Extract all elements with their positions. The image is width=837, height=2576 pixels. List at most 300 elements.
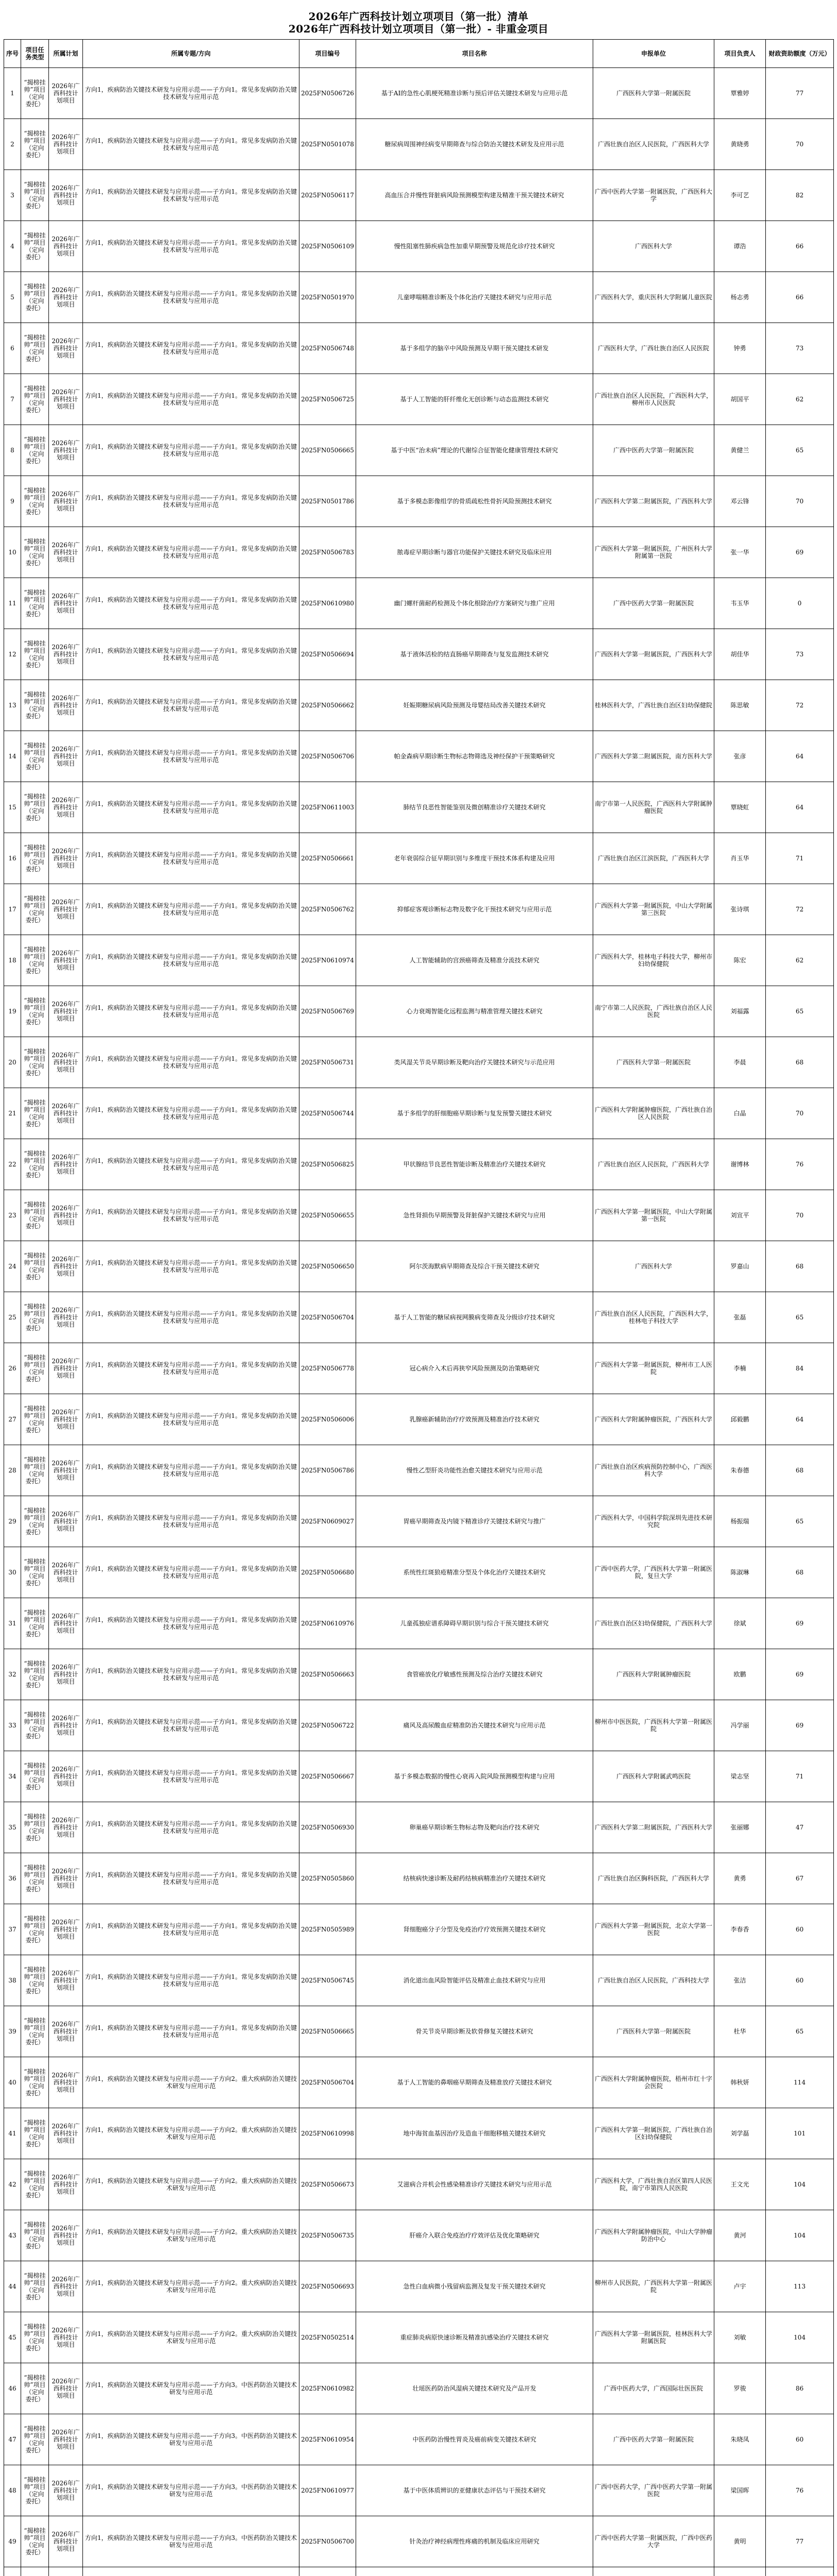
cell-code: 2025FN0506735 [299, 2210, 356, 2261]
cell-plan: 2026年广西科技计划项目 [49, 1343, 83, 1394]
cell-topic: 方向1，疾病防治关键技术研发与应用示范——子方向2。重大疾病防治关键技术研发与应用示范 [83, 2261, 299, 2312]
cell-topic: 方向1，疾病防治关键技术研发与应用示范——子方向3。中医药防治关键技术研发与应用示范 [83, 2516, 299, 2567]
table-row [4, 1751, 834, 1802]
cell-leader: 陈宏 [714, 935, 766, 986]
cell-type: “揭榜挂帅”项目（定向委托） [21, 2465, 49, 2516]
cell-unit: 广西医科大学，重庆医科大学附属儿童医院 [593, 272, 714, 323]
cell-project-name: 地中海贫血基因治疗及造血干细胞移植关键技术研究 [356, 2108, 593, 2159]
table-row [4, 578, 834, 629]
cell-code: 2025FN0506665 [299, 425, 356, 476]
cell-type: “揭榜挂帅”项目（定向委托） [21, 833, 49, 884]
cell-type: “揭榜挂帅”项目（定向委托） [21, 1853, 49, 1904]
cell-type: “揭榜挂帅”项目（定向委托） [21, 119, 49, 170]
cell-fund: 69 [766, 527, 834, 578]
cell-type: “揭榜挂帅”项目（定向委托） [21, 2516, 49, 2567]
cell-code: 2025FN0506769 [299, 986, 356, 1037]
cell-topic: 方向1，疾病防治关键技术研发与应用示范——子方向2。重大疾病防治关键技术研发与应用示范 [83, 2108, 299, 2159]
cell-leader: 谢博林 [714, 1139, 766, 1190]
table-row [4, 2210, 834, 2261]
cell-plan: 2026年广西科技计划项目 [49, 68, 83, 119]
table-row [4, 782, 834, 833]
cell-type: “揭榜挂帅”项目（定向委托） [21, 1496, 49, 1547]
cell-code: 2025FN0506744 [299, 1088, 356, 1139]
cell-type: “揭榜挂帅”项目（定向委托） [21, 1394, 49, 1445]
cell-no: 13 [4, 680, 21, 731]
cell-fund: 76 [766, 1139, 834, 1190]
cell-code: 2025FN0506726 [299, 68, 356, 119]
table-row [4, 1649, 834, 1700]
cell-code: 2025FN0506663 [299, 1649, 356, 1700]
table-row [4, 2465, 834, 2516]
cell-no: 20 [4, 1037, 21, 1088]
cell-code: 2025FN0610998 [299, 2108, 356, 2159]
table-row [4, 2363, 834, 2414]
cell-unit: 广西壮族自治区人民医院，广西医科大学，桂林电子科技大学 [593, 1292, 714, 1343]
cell-plan: 2026年广西科技计划项目 [49, 2465, 83, 2516]
cell-type: “揭榜挂帅”项目（定向委托） [21, 629, 49, 680]
cell-no: 1 [4, 68, 21, 119]
cell-code: 2025FN0506117 [299, 170, 356, 221]
cell-topic: 方向1，疾病防治关键技术研发与应用示范——子方向1。常见多发病防治关键技术研发与应用示范 [83, 1190, 299, 1241]
cell-unit: 广西医科大学，广西壮族自治区第四人民医院，南宁市第四人民医院 [593, 2159, 714, 2210]
cell-type: “揭榜挂帅”项目（定向委托） [21, 578, 49, 629]
cell-code: 2025FN0506662 [299, 680, 356, 731]
cell-code: 2025FN0506661 [299, 833, 356, 884]
cell-unit: 广西壮族自治区江滨医院，广西医科大学 [593, 833, 714, 884]
cell-leader: 黄勇 [714, 1853, 766, 1904]
cell-no: 40 [4, 2057, 21, 2108]
cell-code: 2025FN0611003 [299, 782, 356, 833]
cell-topic: 方向1，疾病防治关键技术研发与应用示范——子方向2。重大疾病防治关键技术研发与应用示范 [83, 2159, 299, 2210]
cell-leader: 杜华 [714, 2006, 766, 2057]
cell-no: 8 [4, 425, 21, 476]
table-row [4, 1445, 834, 1496]
cell-unit: 广西医科大学第二附属医院，广西医科大学 [593, 476, 714, 527]
cell-leader: 张丽娜 [714, 1802, 766, 1853]
cell-code: 2025FN0506667 [299, 1751, 356, 1802]
table-row [4, 2006, 834, 2057]
cell-leader: 李晨 [714, 1037, 766, 1088]
cell-code: 2025FN0506748 [299, 323, 356, 374]
cell-plan: 2026年广西科技计划项目 [49, 527, 83, 578]
cell-plan: 2026年广西科技计划项目 [49, 2006, 83, 2057]
cell-project-name: 冠心病介入术后再狭窄风险预测及防治策略研究 [356, 1343, 593, 1394]
cell-unit: 广西医科大学附属武鸣医院 [593, 1751, 714, 1802]
cell-no: 12 [4, 629, 21, 680]
cell-topic: 方向1，疾病防治关键技术研发与应用示范——子方向1。常见多发病防治关键技术研发与应用示范 [83, 629, 299, 680]
cell-project-name: 急性白血病微小残留病监测及复发干预关键技术研究 [356, 2261, 593, 2312]
cell-type: “揭榜挂帅”项目（定向委托） [21, 1802, 49, 1853]
cell-project-name: 基于人工智能的肝纤维化无创诊断与动态监测技术研究 [356, 374, 593, 425]
table-row [4, 1853, 834, 1904]
cell-unit: 南宁市第一人民医院，广西医科大学附属肿瘤医院 [593, 782, 714, 833]
cell-leader: 王文光 [714, 2159, 766, 2210]
cell-project-name: 阿尔茨海默病早期筛查及综合干预关键技术研究 [356, 1241, 593, 1292]
cell-code: 2025FN0610982 [299, 2363, 356, 2414]
cell-type: “揭榜挂帅”项目（定向委托） [21, 2108, 49, 2159]
table-row [4, 425, 834, 476]
cell-unit: 广西中医药大学第一附属医院，广西医科大学 [593, 170, 714, 221]
header-leader: 项目负责人 [714, 40, 766, 68]
cell-code: 2025FN0506673 [299, 2159, 356, 2210]
cell-project-name: 急性肾损伤早期预警及肾脏保护关键技术研究与应用 [356, 1190, 593, 1241]
cell-unit: 广西壮族自治区妇幼保健院，广西医科大学 [593, 1598, 714, 1649]
cell-project-name: 幽门螺杆菌耐药检测及个体化根除治疗方案研究与推广应用 [356, 578, 593, 629]
cell-unit: 广西医科大学附属肿瘤医院，中山大学肿瘤防治中心 [593, 2210, 714, 2261]
cell-leader: 陈思敏 [714, 680, 766, 731]
cell-fund: 60 [766, 1955, 834, 2006]
cell-topic: 方向1，疾病防治关键技术研发与应用示范——子方向1。常见多发病防治关键技术研发与应用示范 [83, 1037, 299, 1088]
cell-type: “揭榜挂帅”项目（定向委托） [21, 323, 49, 374]
cell-project-name: 抑郁症客观诊断标志物及数字化干预技术研究与应用示范 [356, 884, 593, 935]
cell-plan: 2026年广西科技计划项目 [49, 884, 83, 935]
cell-type: “揭榜挂帅”项目（定向委托） [21, 884, 49, 935]
cell-project-name: 消化道出血风险智能评估及精准止血技术研究与应用 [356, 1955, 593, 2006]
cell-fund: 71 [766, 1751, 834, 1802]
table-row [4, 1496, 834, 1547]
cell-fund: 68 [766, 1241, 834, 1292]
cell-code: 2025FN0506825 [299, 1139, 356, 1190]
table-row [4, 833, 834, 884]
cell-type: “揭榜挂帅”项目（定向委托） [21, 476, 49, 527]
cell-unit: 广西医科大学第一附属医院 [593, 1037, 714, 1088]
cell-unit: 广西中医药大学第一附属医院 [593, 578, 714, 629]
cell-plan: 2026年广西科技计划项目 [49, 1496, 83, 1547]
cell-leader: 欧鹏 [714, 1649, 766, 1700]
cell-fund: 70 [766, 1190, 834, 1241]
cell-topic: 方向1，疾病防治关键技术研发与应用示范——子方向3。中医药防治关键技术研发与应用示范 [83, 2363, 299, 2414]
cell-plan: 2026年广西科技计划项目 [49, 1190, 83, 1241]
cell-type: “揭榜挂帅”项目（定向委托） [21, 935, 49, 986]
cell-project-name [356, 2567, 593, 2576]
table-row [4, 2516, 834, 2567]
cell-leader: 李楠 [714, 1343, 766, 1394]
cell-fund: 62 [766, 374, 834, 425]
cell-code: 2025FN0610976 [299, 1598, 356, 1649]
cell-topic: 方向1，疾病防治关键技术研发与应用示范——子方向1。常见多发病防治关键技术研发与应用示范 [83, 1904, 299, 1955]
cell-leader: 李春香 [714, 1904, 766, 1955]
cell-leader: 张诗琪 [714, 884, 766, 935]
cell-fund: 60 [766, 1904, 834, 1955]
cell-no: 43 [4, 2210, 21, 2261]
cell-type: “揭榜挂帅”项目（定向委托） [21, 374, 49, 425]
cell-fund: 73 [766, 323, 834, 374]
cell-no: 46 [4, 2363, 21, 2414]
cell-plan: 2026年广西科技计划项目 [49, 374, 83, 425]
cell-project-name: 基于多组学的脑卒中风险预测及早期干预关键技术研发 [356, 323, 593, 374]
cell-leader: 刘学磊 [714, 2108, 766, 2159]
table-row [4, 1598, 834, 1649]
cell-topic: 方向1，疾病防治关键技术研发与应用示范——子方向1。常见多发病防治关键技术研发与应用示范 [83, 1292, 299, 1343]
cell-fund: 114 [766, 2057, 834, 2108]
cell-fund: 104 [766, 2210, 834, 2261]
cell-plan: 2026年广西科技计划项目 [49, 476, 83, 527]
table-row [4, 527, 834, 578]
cell-project-name: 基于人工智能的鼻咽癌早期筛查及精准放疗关键技术研究 [356, 2057, 593, 2108]
cell-leader: 黄明 [714, 2516, 766, 2567]
cell-type: “揭榜挂帅”项目（定向委托） [21, 2261, 49, 2312]
cell-topic: 方向1，疾病防治关键技术研发与应用示范——子方向2。重大疾病防治关键技术研发与应用示范 [83, 2057, 299, 2108]
cell-code: 2025FN0506694 [299, 629, 356, 680]
cell-type: “揭榜挂帅”项目（定向委托） [21, 782, 49, 833]
cell-unit: 广西医科大学，广西壮族自治区人民医院 [593, 323, 714, 374]
cell-no: 49 [4, 2516, 21, 2567]
cell-project-name: 肝癌介入联合免疫治疗疗效评估及优化策略研究 [356, 2210, 593, 2261]
cell-code: 2025FN0610974 [299, 935, 356, 986]
cell-topic [83, 2567, 299, 2576]
table-row [4, 986, 834, 1037]
cell-plan [49, 2567, 83, 2576]
cell-topic: 方向1，疾病防治关键技术研发与应用示范——子方向1。常见多发病防治关键技术研发与应用示范 [83, 68, 299, 119]
table-row [4, 1547, 834, 1598]
cell-topic: 方向1，疾病防治关键技术研发与应用示范——子方向1。常见多发病防治关键技术研发与应用示范 [83, 731, 299, 782]
table-row [4, 221, 834, 272]
cell-type: “揭榜挂帅”项目（定向委托） [21, 1955, 49, 2006]
table-body [4, 68, 834, 2576]
cell-no: 24 [4, 1241, 21, 1292]
cell-topic: 方向1，疾病防治关键技术研发与应用示范——子方向1。常见多发病防治关键技术研发与应用示范 [83, 986, 299, 1037]
cell-code: 2025FN0506731 [299, 1037, 356, 1088]
cell-leader: 杨振瑞 [714, 1496, 766, 1547]
cell-plan: 2026年广西科技计划项目 [49, 425, 83, 476]
cell-project-name: 类风湿关节炎早期诊断及靶向治疗关键技术研究与示范应用 [356, 1037, 593, 1088]
cell-fund: 72 [766, 884, 834, 935]
cell-type: “揭榜挂帅”项目（定向委托） [21, 2159, 49, 2210]
cell-project-name: 基于中医“治未病”理论的代谢综合征智能化健康管理技术研究 [356, 425, 593, 476]
cell-topic: 方向1，疾病防治关键技术研发与应用示范——子方向2。重大疾病防治关键技术研发与应用示范 [83, 2312, 299, 2363]
cell-no: 35 [4, 1802, 21, 1853]
cell-unit: 广西壮族自治区人民医院，广西科技大学 [593, 1955, 714, 2006]
cell-project-name: 基于中医体质辨识的亚健康状态评估与干预技术研究 [356, 2465, 593, 2516]
cell-plan: 2026年广西科技计划项目 [49, 119, 83, 170]
cell-code: 2025FN0506725 [299, 374, 356, 425]
cell-fund: 69 [766, 1598, 834, 1649]
cell-topic: 方向1，疾病防治关键技术研发与应用示范——子方向2。重大疾病防治关键技术研发与应用示范 [83, 2210, 299, 2261]
cell-code: 2025FN0506706 [299, 731, 356, 782]
cell-project-name: 糖尿病周围神经病变早期筛查与综合防治关键技术研发及应用示范 [356, 119, 593, 170]
cell-leader: 朱晓凤 [714, 2414, 766, 2465]
cell-no: 7 [4, 374, 21, 425]
cell-type: “揭榜挂帅”项目（定向委托） [21, 2057, 49, 2108]
cell-fund: 65 [766, 2006, 834, 2057]
cell-no [4, 2567, 21, 2576]
cell-leader: 张洁 [714, 1955, 766, 2006]
cell-topic: 方向1，疾病防治关键技术研发与应用示范——子方向1。常见多发病防治关键技术研发与应用示范 [83, 1139, 299, 1190]
cell-plan: 2026年广西科技计划项目 [49, 1241, 83, 1292]
cell-no: 18 [4, 935, 21, 986]
cell-fund: 64 [766, 731, 834, 782]
table-row [4, 2567, 834, 2576]
cell-leader: 韦玉华 [714, 578, 766, 629]
cell-code: 2025FN0506762 [299, 884, 356, 935]
cell-project-name: 中医药防治慢性胃炎及癌前病变关键技术研究 [356, 2414, 593, 2465]
cell-project-name: 卵巢癌早期诊断生物标志物及靶向治疗技术研究 [356, 1802, 593, 1853]
table-row [4, 1802, 834, 1853]
cell-plan: 2026年广西科技计划项目 [49, 1802, 83, 1853]
cell-code: 2025FN0506722 [299, 1700, 356, 1751]
cell-topic: 方向1，疾病防治关键技术研发与应用示范——子方向1。常见多发病防治关键技术研发与应用示范 [83, 221, 299, 272]
cell-project-name: 乳腺癌新辅助治疗疗效预测及精准治疗技术研究 [356, 1394, 593, 1445]
cell-no: 42 [4, 2159, 21, 2210]
cell-fund: 113 [766, 2261, 834, 2312]
table-row [4, 680, 834, 731]
cell-plan: 2026年广西科技计划项目 [49, 1037, 83, 1088]
cell-unit: 广西医科大学第一附属医院，广西医科大学 [593, 629, 714, 680]
table-row [4, 2108, 834, 2159]
table-header-row [4, 40, 834, 68]
cell-no: 37 [4, 1904, 21, 1955]
cell-code: 2025FN0506693 [299, 2261, 356, 2312]
cell-fund: 68 [766, 1445, 834, 1496]
cell-unit: 广西医科大学第二附属医院，广西医科大学 [593, 1802, 714, 1853]
cell-fund: 64 [766, 1394, 834, 1445]
cell-no: 9 [4, 476, 21, 527]
cell-leader: 李可艺 [714, 170, 766, 221]
cell-topic: 方向1，疾病防治关键技术研发与应用示范——子方向1。常见多发病防治关键技术研发与应用示范 [83, 884, 299, 935]
cell-unit: 广西医科大学，中国科学院深圳先进技术研究院 [593, 1496, 714, 1547]
cell-fund: 71 [766, 833, 834, 884]
cell-no: 48 [4, 2465, 21, 2516]
cell-project-name: 基于多组学的肝细胞癌早期诊断与复发预警关键技术研究 [356, 1088, 593, 1139]
cell-no: 29 [4, 1496, 21, 1547]
cell-plan: 2026年广西科技计划项目 [49, 1751, 83, 1802]
cell-code: 2025FN0506700 [299, 2516, 356, 2567]
cell-unit: 广西壮族自治区人民医院，广西医科大学 [593, 1139, 714, 1190]
cell-code: 2025FN0501786 [299, 476, 356, 527]
cell-unit: 广西医科大学 [593, 1241, 714, 1292]
cell-plan: 2026年广西科技计划项目 [49, 986, 83, 1037]
cell-project-name: 甲状腺结节良恶性智能诊断及精准治疗关键技术研究 [356, 1139, 593, 1190]
cell-plan: 2026年广西科技计划项目 [49, 1547, 83, 1598]
table-row [4, 68, 834, 119]
cell-plan: 2026年广西科技计划项目 [49, 221, 83, 272]
document-title-block [0, 10, 837, 35]
project-table [4, 39, 834, 2576]
cell-fund: 69 [766, 1700, 834, 1751]
cell-unit: 广西中医药大学，广西国际壮医医院 [593, 2363, 714, 2414]
table-row [4, 2057, 834, 2108]
cell-type: “揭榜挂帅”项目（定向委托） [21, 1598, 49, 1649]
cell-fund: 104 [766, 2312, 834, 2363]
cell-topic: 方向1，疾病防治关键技术研发与应用示范——子方向1。常见多发病防治关键技术研发与应用示范 [83, 1649, 299, 1700]
cell-topic: 方向1，疾病防治关键技术研发与应用示范——子方向1。常见多发病防治关键技术研发与应用示范 [83, 374, 299, 425]
table-row [4, 1190, 834, 1241]
cell-fund: 77 [766, 2516, 834, 2567]
cell-plan: 2026年广西科技计划项目 [49, 935, 83, 986]
cell-code: 2025FN0506704 [299, 1292, 356, 1343]
cell-project-name: 胃癌早期筛查及内镜下精准诊疗关键技术研究与推广 [356, 1496, 593, 1547]
cell-project-name: 艾滋病合并机会性感染精准诊疗关键技术研究与应用示范 [356, 2159, 593, 2210]
cell-topic: 方向1，疾病防治关键技术研发与应用示范——子方向3。中医药防治关键技术研发与应用示范 [83, 2414, 299, 2465]
table-row [4, 1037, 834, 1088]
cell-leader: 卢宇 [714, 2261, 766, 2312]
cell-unit: 广西医科大学第一附属医院，柳州市工人医院 [593, 1343, 714, 1394]
cell-topic: 方向1，疾病防治关键技术研发与应用示范——子方向1。常见多发病防治关键技术研发与应用示范 [83, 2006, 299, 2057]
cell-plan: 2026年广西科技计划项目 [49, 1853, 83, 1904]
cell-code: 2025FN0502514 [299, 2312, 356, 2363]
cell-unit: 广西医科大学附属肿瘤医院，广西医科大学 [593, 1394, 714, 1445]
cell-plan: 2026年广西科技计划项目 [49, 1139, 83, 1190]
table-row [4, 1088, 834, 1139]
cell-unit: 广西壮族自治区胸科医院，广西医科大学 [593, 1853, 714, 1904]
cell-topic: 方向1，疾病防治关键技术研发与应用示范——子方向1。常见多发病防治关键技术研发与应用示范 [83, 1751, 299, 1802]
header-code: 项目编号 [299, 40, 356, 68]
cell-unit: 广西壮族自治区人民医院，广西医科大学，柳州市人民医院 [593, 374, 714, 425]
table-row [4, 1343, 834, 1394]
cell-type: “揭榜挂帅”项目（定向委托） [21, 1547, 49, 1598]
cell-project-name: 基于人工智能的糖尿病视网膜病变筛查及分级诊疗技术研究 [356, 1292, 593, 1343]
cell-no: 15 [4, 782, 21, 833]
cell-leader: 张彦 [714, 731, 766, 782]
cell-no: 32 [4, 1649, 21, 1700]
cell-leader: 朱春德 [714, 1445, 766, 1496]
cell-project-name: 心力衰竭智能化远程监测与精准管理关键技术研究 [356, 986, 593, 1037]
cell-fund: 65 [766, 986, 834, 1037]
cell-leader: 刘福露 [714, 986, 766, 1037]
cell-plan: 2026年广西科技计划项目 [49, 170, 83, 221]
cell-project-name: 骨关节炎早期诊断及软骨修复关键技术研究 [356, 2006, 593, 2057]
table-row [4, 731, 834, 782]
cell-unit: 广西中医药大学，广西医科大学第一附属医院，复旦大学 [593, 1547, 714, 1598]
cell-no: 38 [4, 1955, 21, 2006]
cell-plan: 2026年广西科技计划项目 [49, 1445, 83, 1496]
cell-code: 2025FN0506930 [299, 1802, 356, 1853]
cell-project-name: 肺结节良恶性智能鉴别及微创精准诊疗关键技术研究 [356, 782, 593, 833]
table-row [4, 170, 834, 221]
table-row [4, 1700, 834, 1751]
cell-fund: 101 [766, 2108, 834, 2159]
cell-project-name: 壮瑶医药防治风湿病关键技术研究及产品开发 [356, 2363, 593, 2414]
cell-no: 21 [4, 1088, 21, 1139]
cell-project-name: 高血压合并慢性肾脏病风险预测模型构建及精准干预关键技术研究 [356, 170, 593, 221]
cell-fund: 65 [766, 1292, 834, 1343]
table-row [4, 935, 834, 986]
cell-unit: 柳州市人民医院，广西医科大学第一附属医院 [593, 2261, 714, 2312]
cell-no: 44 [4, 2261, 21, 2312]
cell-type: “揭榜挂帅”项目（定向委托） [21, 272, 49, 323]
cell-project-name: 肾细胞癌分子分型及免疫治疗疗效预测关键技术研究 [356, 1904, 593, 1955]
cell-topic: 方向1，疾病防治关键技术研发与应用示范——子方向1。常见多发病防治关键技术研发与应用示范 [83, 323, 299, 374]
table-row [4, 272, 834, 323]
cell-code: 2025FN0506745 [299, 1955, 356, 2006]
cell-project-name: 结核病快速诊断及耐药结核病精准治疗关键技术研究 [356, 1853, 593, 1904]
cell-leader: 陈淑琳 [714, 1547, 766, 1598]
cell-type: “揭榜挂帅”项目（定向委托） [21, 170, 49, 221]
cell-fund: 104 [766, 2159, 834, 2210]
cell-unit: 广西医科大学第二附属医院，南方医科大学 [593, 731, 714, 782]
cell-project-name: 慢性阻塞性肺疾病急性加重早期预警及规范化诊疗技术研究 [356, 221, 593, 272]
cell-fund: 64 [766, 782, 834, 833]
cell-leader: 刘宣平 [714, 1190, 766, 1241]
cell-no: 3 [4, 170, 21, 221]
cell-type: “揭榜挂帅”项目（定向委托） [21, 2312, 49, 2363]
cell-plan: 2026年广西科技计划项目 [49, 323, 83, 374]
cell-fund: 66 [766, 221, 834, 272]
cell-fund: 60 [766, 2414, 834, 2465]
cell-topic: 方向1，疾病防治关键技术研发与应用示范——子方向1。常见多发病防治关键技术研发与应用示范 [83, 1445, 299, 1496]
cell-type: “揭榜挂帅”项目（定向委托） [21, 1649, 49, 1700]
cell-unit: 柳州市中医医院，广西医科大学第一附属医院 [593, 1700, 714, 1751]
cell-type: “揭榜挂帅”项目（定向委托） [21, 2006, 49, 2057]
table-row [4, 119, 834, 170]
cell-type: “揭榜挂帅”项目（定向委托） [21, 1241, 49, 1292]
cell-no: 41 [4, 2108, 21, 2159]
cell-fund [766, 2567, 834, 2576]
cell-unit: 广西医科大学附属肿瘤医院，广西壮族自治区人民医院 [593, 1088, 714, 1139]
cell-plan: 2026年广西科技计划项目 [49, 629, 83, 680]
cell-topic: 方向1，疾病防治关键技术研发与应用示范——子方向1。常见多发病防治关键技术研发与应用示范 [83, 578, 299, 629]
cell-project-name: 基于多模态影像组学的骨质疏松性骨折风险预测技术研究 [356, 476, 593, 527]
